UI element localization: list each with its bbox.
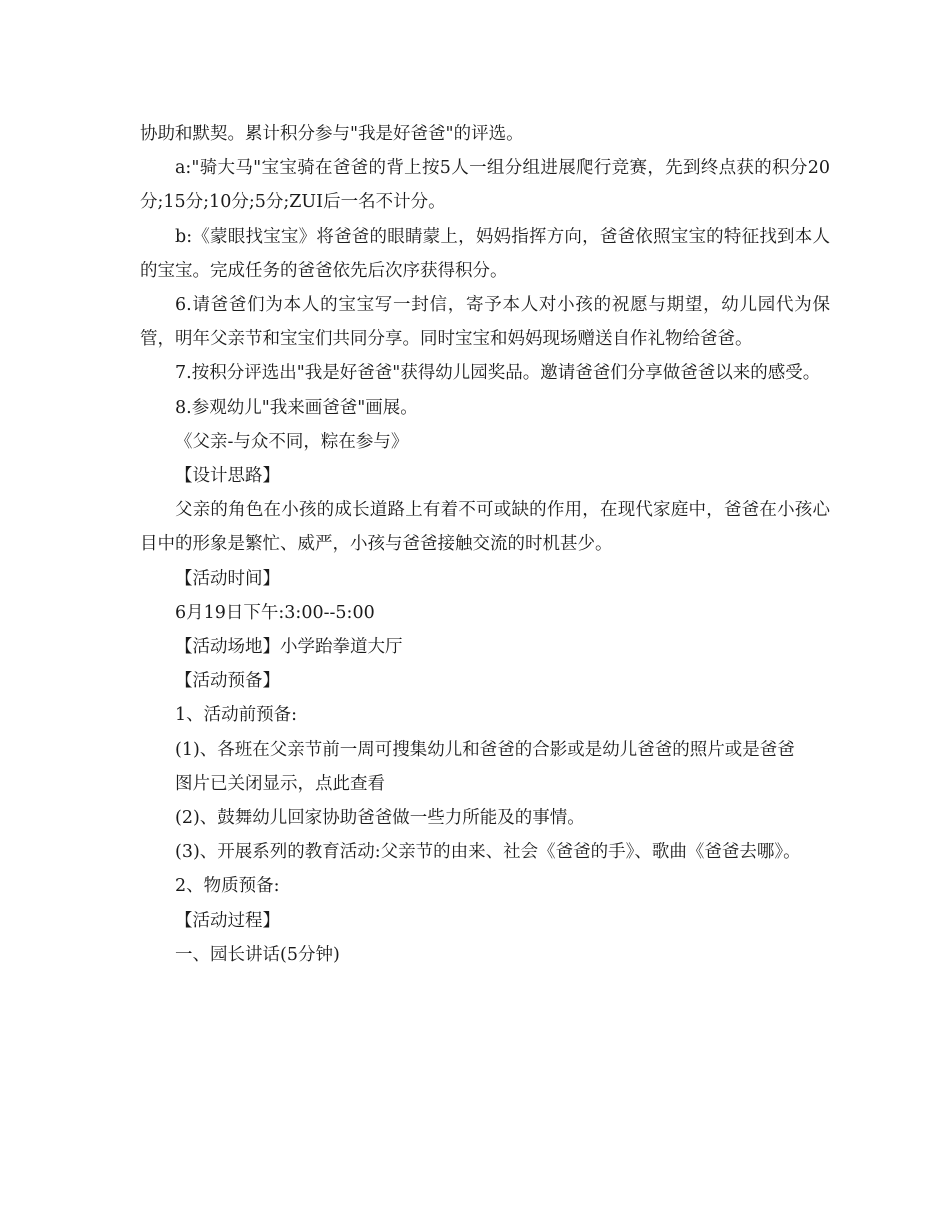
section-heading: 【活动预备】: [175, 671, 280, 692]
paragraph: 2、物质预备:: [175, 876, 280, 897]
paragraph: b:《蒙眼找宝宝》将爸爸的眼睛蒙上，妈妈指挥方向，爸爸依照宝宝的特征找到本人的宝宝。完成任务的爸爸依先后次序获得积分。: [140, 226, 830, 281]
section-title: 《父亲-与众不同，粽在参与》: [175, 431, 409, 452]
paragraph: 父亲的角色在小孩的成长道路上有着不可或缺的作用，在现代家庭中，爸爸在小孩心目中的形象是繁忙、威严，小孩与爸爸接触交流的时机甚少。: [140, 500, 830, 555]
paragraph: 8.参观幼儿"我来画爸爸"画展。: [175, 397, 418, 418]
section-heading: 【活动过程】: [175, 910, 280, 931]
paragraph: (1)、各班在父亲节前一周可搜集幼儿和爸爸的合影或是幼儿爸爸的照片或是爸爸: [175, 739, 795, 760]
paragraph: 协助和默契。累计积分参与"我是好爸爸"的评选。: [140, 124, 524, 144]
paragraph: a:"骑大马"宝宝骑在爸爸的背上按5人一组分组进展爬行竞赛，先到终点获的积分20分;15分;10分;5分;ZUI后一名不计分。: [140, 158, 830, 213]
image-placeholder-link[interactable]: 图片已关闭显示，点此查看: [175, 773, 385, 794]
section-heading: 【活动时间】: [175, 568, 280, 589]
section-heading: 【活动场地】小学跆拳道大厅: [175, 637, 403, 658]
document-body: [140, 117, 830, 972]
paragraph: 6月19日下午:3:00--5:00: [175, 602, 375, 623]
paragraph: (2)、鼓舞幼儿回家协助爸爸做一些力所能及的事情。: [175, 808, 585, 829]
section-heading: 【设计思路】: [175, 466, 280, 487]
paragraph: 6.请爸爸们为本人的宝宝写一封信，寄予本人对小孩的祝愿与期望，幼儿园代为保管，明年父亲节和宝宝们共同分享。同时宝宝和妈妈现场赠送自作礼物给爸爸。: [140, 295, 830, 350]
paragraph: 1、活动前预备:: [175, 705, 298, 726]
paragraph: 7.按积分评选出"我是好爸爸"获得幼儿园奖品。邀请爸爸们分享做爸爸以来的感受。: [175, 363, 821, 384]
paragraph: (3)、开展系列的教育活动:父亲节的由来、社会《爸爸的手》、歌曲《爸爸去哪》。: [175, 842, 801, 863]
paragraph: 一、园长讲话(5分钟): [175, 944, 340, 965]
